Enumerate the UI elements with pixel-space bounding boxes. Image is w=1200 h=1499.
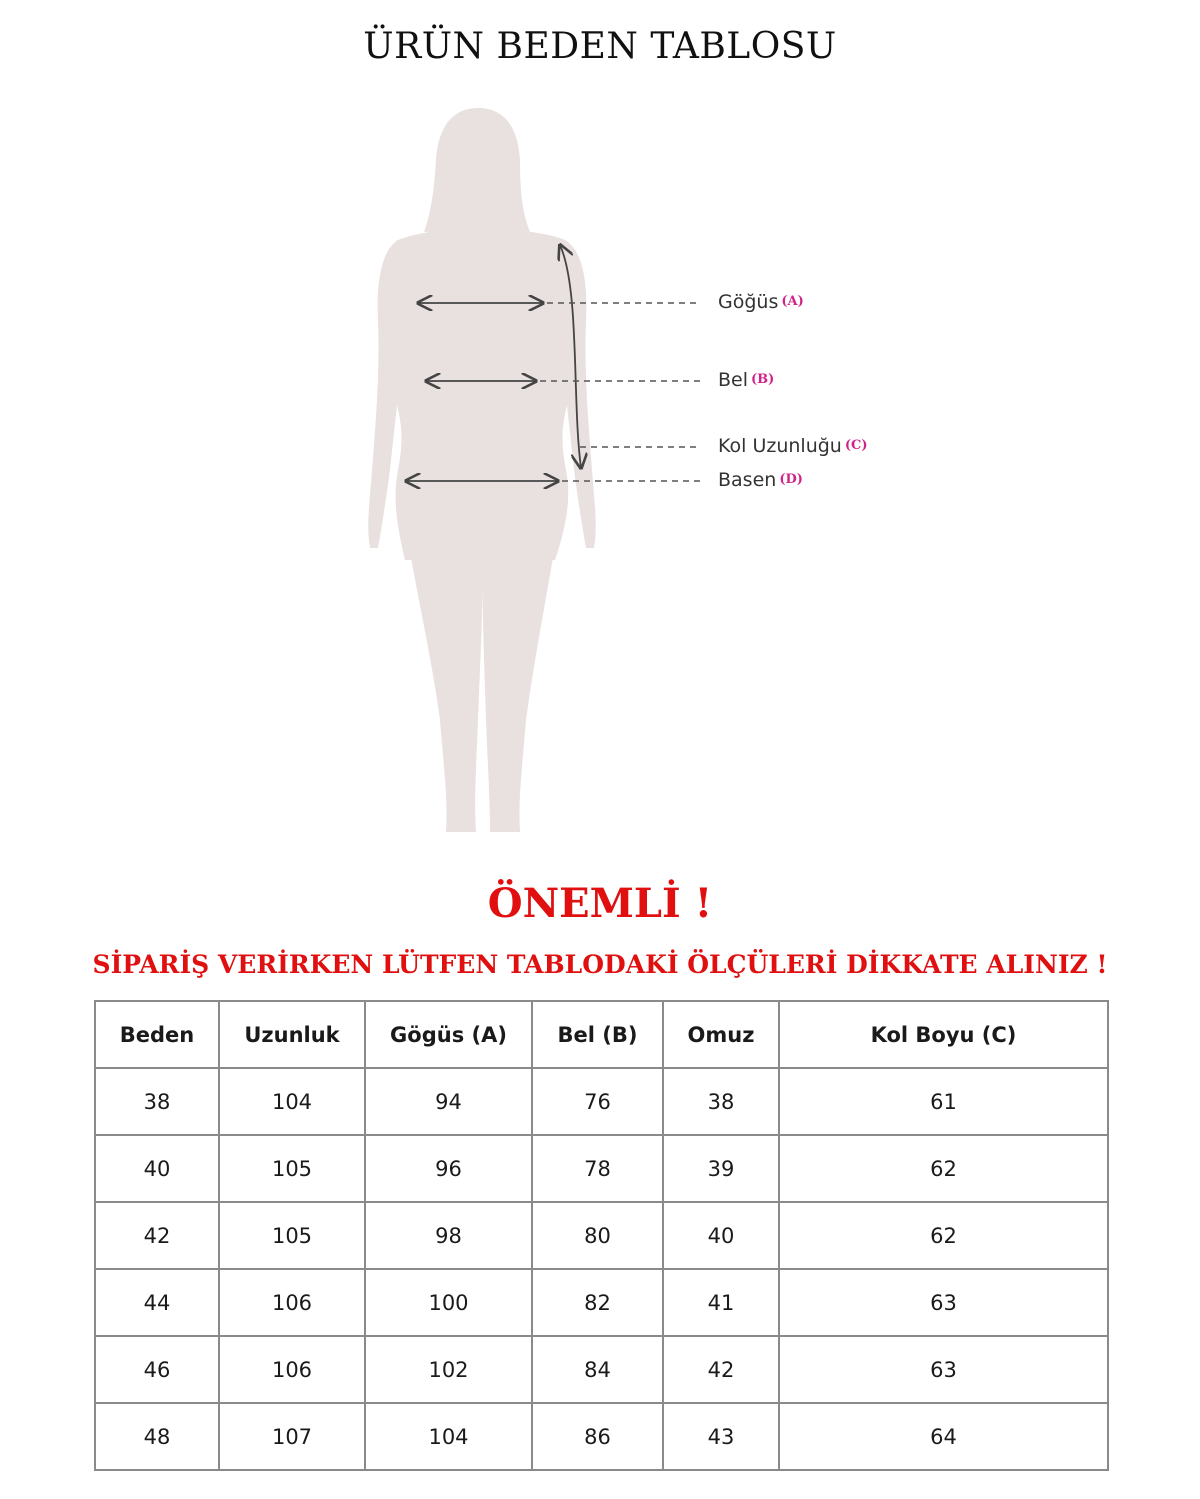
table-cell: 62 <box>779 1202 1108 1269</box>
measurement-name: Kol Uzunluğu <box>718 435 842 457</box>
table-cell: 40 <box>95 1135 219 1202</box>
column-header-sleeve: Kol Boyu (C) <box>779 1001 1108 1068</box>
table-cell: 64 <box>779 1403 1108 1470</box>
table-cell: 84 <box>532 1336 663 1403</box>
table-cell: 44 <box>95 1269 219 1336</box>
table-cell: 80 <box>532 1202 663 1269</box>
table-cell: 42 <box>663 1336 779 1403</box>
table-row <box>95 1403 1108 1470</box>
table-cell: 82 <box>532 1269 663 1336</box>
table-cell: 48 <box>95 1403 219 1470</box>
size-table <box>94 1000 1109 1471</box>
table-cell: 102 <box>365 1336 532 1403</box>
table-cell: 107 <box>219 1403 365 1470</box>
table-cell: 100 <box>365 1269 532 1336</box>
table-cell: 43 <box>663 1403 779 1470</box>
table-cell: 96 <box>365 1135 532 1202</box>
order-warning: SİPARİŞ VERİRKEN LÜTFEN TABLODAKİ ÖLÇÜLERİ DİKKATE ALINIZ ! <box>92 950 1108 979</box>
column-header-shoulder: Omuz <box>663 1001 779 1068</box>
table-cell: 105 <box>219 1202 365 1269</box>
column-header-size: Beden <box>95 1001 219 1068</box>
table-cell: 106 <box>219 1269 365 1336</box>
measurement-label-chest <box>718 291 804 313</box>
table-cell: 61 <box>779 1068 1108 1135</box>
table-row <box>95 1269 1108 1336</box>
table-cell: 104 <box>365 1403 532 1470</box>
table-cell: 104 <box>219 1068 365 1135</box>
table-cell: 41 <box>663 1269 779 1336</box>
table-cell: 63 <box>779 1336 1108 1403</box>
measurement-label-hip <box>718 469 803 491</box>
measurement-name: Bel <box>718 369 749 391</box>
measurement-label-sleeve-length <box>718 435 868 457</box>
table-cell: 94 <box>365 1068 532 1135</box>
measurement-label-waist <box>718 369 774 391</box>
table-cell: 40 <box>663 1202 779 1269</box>
table-cell: 38 <box>663 1068 779 1135</box>
table-cell: 63 <box>779 1269 1108 1336</box>
table-row <box>95 1202 1108 1269</box>
table-cell: 46 <box>95 1336 219 1403</box>
table-cell: 42 <box>95 1202 219 1269</box>
table-row <box>95 1336 1108 1403</box>
woman-silhouette <box>368 108 595 832</box>
table-cell: 106 <box>219 1336 365 1403</box>
measurement-code: (C) <box>844 438 868 453</box>
measurement-code: (A) <box>781 294 804 309</box>
measurement-name: Basen <box>718 469 777 491</box>
table-cell: 39 <box>663 1135 779 1202</box>
page-title: ÜRÜN BEDEN TABLOSU <box>363 26 837 67</box>
table-cell: 78 <box>532 1135 663 1202</box>
important-heading: ÖNEMLİ ! <box>487 880 713 927</box>
table-header-row <box>95 1001 1108 1068</box>
measurement-name: Göğüs <box>718 291 779 313</box>
table-cell: 38 <box>95 1068 219 1135</box>
table-cell: 86 <box>532 1403 663 1470</box>
column-header-length: Uzunluk <box>219 1001 365 1068</box>
column-header-chest: Gögüs (A) <box>365 1001 532 1068</box>
table-row <box>95 1068 1108 1135</box>
table-cell: 98 <box>365 1202 532 1269</box>
column-header-waist: Bel (B) <box>532 1001 663 1068</box>
table-cell: 105 <box>219 1135 365 1202</box>
table-cell: 76 <box>532 1068 663 1135</box>
measurement-code: (B) <box>751 372 775 387</box>
measurement-code: (D) <box>779 472 803 487</box>
table-row <box>95 1135 1108 1202</box>
table-cell: 62 <box>779 1135 1108 1202</box>
